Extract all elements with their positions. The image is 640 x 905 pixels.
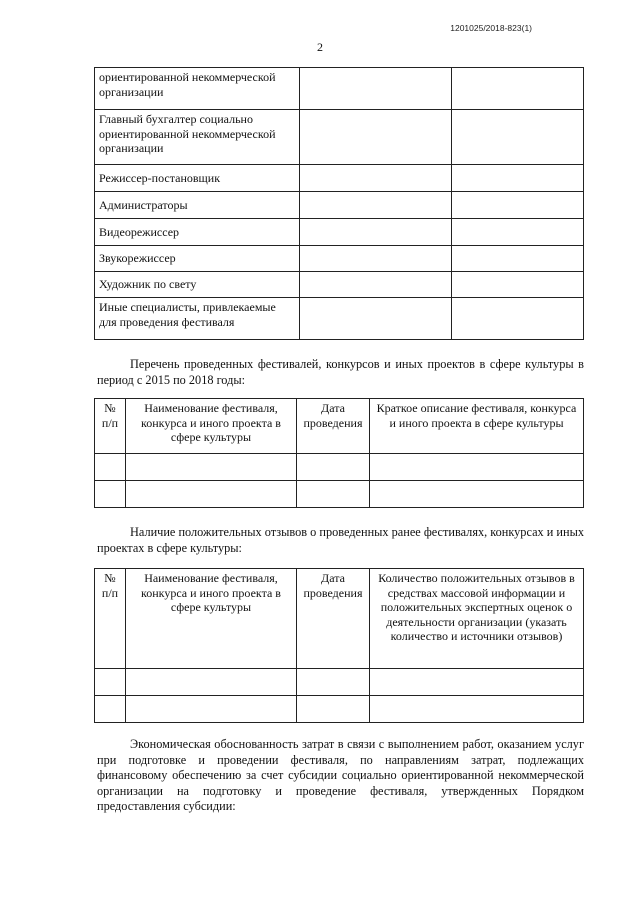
table-row [95, 68, 584, 110]
role-cell: Видеорежиссер [95, 219, 300, 246]
role-cell: ориентированной некоммерческой организации [95, 68, 300, 110]
empty-cell [452, 192, 584, 219]
header-description: Краткое описание фестиваля, конкурса и иного проекта в сфере культуры [370, 399, 584, 454]
empty-cell [300, 68, 452, 110]
table-row [95, 110, 584, 165]
empty-cell [95, 454, 126, 481]
staff-table [94, 67, 584, 340]
reviews-table [94, 568, 584, 723]
table-row [95, 219, 584, 246]
empty-cell [452, 165, 584, 192]
empty-cell [297, 669, 370, 696]
header-date: Дата проведения [297, 569, 370, 669]
economic-justification-paragraph: Экономическая обоснованность затрат в связи с выполнением работ, оказанием услуг при подготовке и проведении фестиваля, по направлениям затрат, подлежащих финансовому обеспечению за счет субсидии социально ориентированной некоммерческой организации на подготовку и проведение фестиваля, утвержденных Порядком предоставления субсидии: [97, 737, 584, 813]
empty-cell [452, 219, 584, 246]
empty-cell [452, 110, 584, 165]
role-cell: Художник по свету [95, 272, 300, 298]
table-header-row [95, 399, 584, 454]
festivals-list-paragraph: Перечень проведенных фестивалей, конкурсов и иных проектов в сфере культуры в период с 2015 по 2018 годы: [97, 357, 584, 387]
festivals-table [94, 398, 584, 508]
header-reviews: Количество положительных отзывов в средствах массовой информации и положительных экспертных оценок о деятельности организации (указать количество и источники отзывов) [370, 569, 584, 669]
header-name: Наименование фестиваля, конкурса и иного проекта в сфере культуры [126, 569, 297, 669]
empty-cell [452, 246, 584, 272]
role-cell: Звукорежиссер [95, 246, 300, 272]
empty-cell [370, 454, 584, 481]
empty-cell [300, 246, 452, 272]
table-row [95, 272, 584, 298]
empty-cell [95, 696, 126, 723]
empty-cell [370, 669, 584, 696]
empty-cell [126, 481, 297, 508]
table-header-row [95, 569, 584, 669]
header-number: № п/п [95, 399, 126, 454]
table-row [95, 298, 584, 340]
empty-cell [300, 219, 452, 246]
document-id: 1201025/2018-823(1) [450, 23, 532, 33]
page-number: 2 [317, 40, 323, 54]
empty-cell [300, 272, 452, 298]
role-cell: Иные специалисты, привлекаемые для проведения фестиваля [95, 298, 300, 340]
header-number: № п/п [95, 569, 126, 669]
empty-cell [370, 696, 584, 723]
table-row [95, 669, 584, 696]
role-cell: Главный бухгалтер социально ориентированной некоммерческой организации [95, 110, 300, 165]
reviews-paragraph: Наличие положительных отзывов о проведенных ранее фестивалях, конкурсах и иных проектах в сфере культуры: [97, 525, 584, 555]
header-date: Дата проведения [297, 399, 370, 454]
empty-cell [297, 696, 370, 723]
table-row [95, 246, 584, 272]
empty-cell [95, 669, 126, 696]
table-row [95, 454, 584, 481]
empty-cell [126, 696, 297, 723]
table-row [95, 696, 584, 723]
table-row [95, 481, 584, 508]
empty-cell [300, 192, 452, 219]
empty-cell [452, 298, 584, 340]
header-name: Наименование фестиваля, конкурса и иного проекта в сфере культуры [126, 399, 297, 454]
empty-cell [300, 110, 452, 165]
empty-cell [300, 298, 452, 340]
empty-cell [370, 481, 584, 508]
table-row [95, 192, 584, 219]
role-cell: Режиссер-постановщик [95, 165, 300, 192]
role-cell: Администраторы [95, 192, 300, 219]
empty-cell [300, 165, 452, 192]
empty-cell [126, 454, 297, 481]
empty-cell [95, 481, 126, 508]
empty-cell [126, 669, 297, 696]
empty-cell [297, 481, 370, 508]
empty-cell [297, 454, 370, 481]
empty-cell [452, 272, 584, 298]
empty-cell [452, 68, 584, 110]
table-row [95, 165, 584, 192]
